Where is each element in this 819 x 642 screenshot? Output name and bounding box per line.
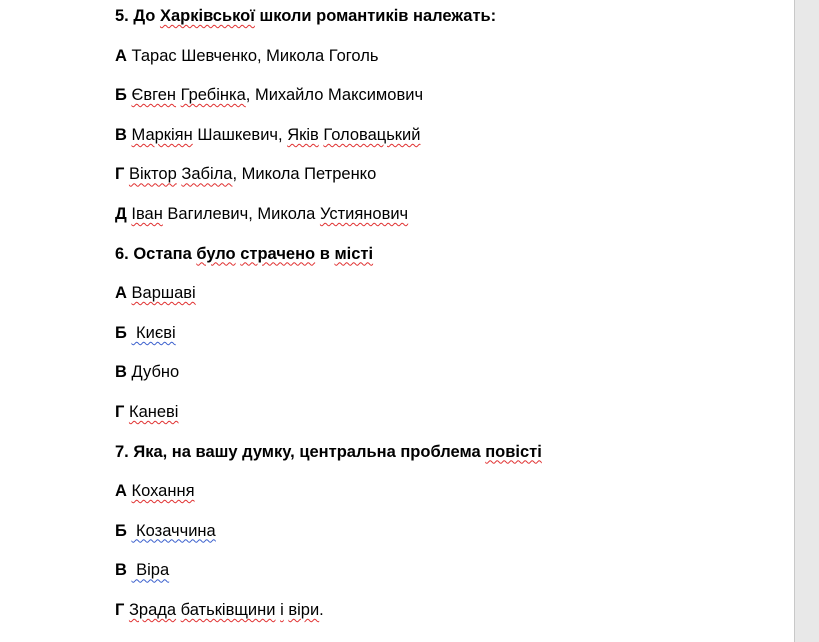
question-7-option-b bbox=[115, 519, 785, 559]
question-6-option-a bbox=[115, 281, 785, 321]
option-letter: Д bbox=[115, 204, 127, 223]
option-text: Дубно bbox=[126, 363, 180, 382]
option-letter: Г bbox=[115, 402, 125, 421]
option-text: Тарас Шевченко, Микола Гоголь bbox=[126, 46, 379, 65]
option-letter: В bbox=[115, 561, 127, 580]
question-6-heading bbox=[115, 242, 785, 282]
spelling-error-word[interactable]: Кохання bbox=[131, 482, 195, 501]
option-letter: Б bbox=[115, 521, 127, 540]
text-run: Вагилевич, Микола bbox=[162, 204, 320, 223]
text-run: Шашкевич, bbox=[192, 125, 288, 144]
question-6-option-h bbox=[115, 400, 785, 440]
spelling-error-word[interactable]: місті bbox=[334, 244, 374, 263]
spelling-error-word[interactable]: Гребінка bbox=[180, 86, 246, 105]
text-run: . bbox=[319, 600, 324, 619]
spelling-error-word[interactable]: батьківщини bbox=[180, 600, 276, 619]
question-7-option-a bbox=[115, 479, 785, 519]
question-5-option-d bbox=[115, 202, 785, 242]
text-run: , Михайло Максимович bbox=[245, 86, 424, 105]
spelling-error-word[interactable]: Головацький bbox=[323, 125, 421, 144]
spelling-error-word[interactable]: страчено bbox=[240, 244, 316, 263]
text-run: , Микола Петренко bbox=[232, 165, 377, 184]
option-letter: В bbox=[115, 363, 127, 382]
spelling-error-word[interactable]: було bbox=[196, 244, 236, 263]
spelling-error-word[interactable]: Віктор bbox=[128, 165, 177, 184]
text-run: в bbox=[315, 244, 335, 263]
option-letter: А bbox=[115, 284, 127, 303]
option-letter: Б bbox=[115, 323, 127, 342]
question-7-option-v bbox=[115, 558, 785, 598]
spelling-error-word[interactable]: Євген bbox=[131, 86, 177, 105]
spelling-error-word[interactable]: повісті bbox=[485, 442, 542, 461]
spelling-error-word[interactable]: Зрада bbox=[128, 600, 177, 619]
question-5-option-b bbox=[115, 83, 785, 123]
text-run: 6. Остапа bbox=[115, 244, 197, 263]
spelling-error-word[interactable]: і bbox=[280, 600, 284, 619]
question-5-heading bbox=[115, 4, 785, 44]
question-7-option-h bbox=[115, 598, 785, 638]
spelling-error-word[interactable]: Каневі bbox=[128, 402, 179, 421]
spelling-error-word[interactable]: Іван bbox=[131, 204, 163, 223]
question-6-option-v bbox=[115, 360, 785, 400]
grammar-flag-text[interactable]: Віра bbox=[131, 561, 170, 580]
spelling-error-word[interactable]: віри bbox=[288, 600, 320, 619]
spelling-error-word[interactable]: Забіла bbox=[181, 165, 233, 184]
question-5-option-v bbox=[115, 123, 785, 163]
text-run: 7. Яка, на вашу думку, центральна проблема bbox=[115, 442, 486, 461]
question-5-option-h bbox=[115, 162, 785, 202]
grammar-flag-text[interactable]: Києві bbox=[131, 323, 176, 342]
option-letter: Г bbox=[115, 165, 125, 184]
spelling-error-word[interactable]: Устиянович bbox=[319, 204, 409, 223]
question-5-option-a bbox=[115, 44, 785, 84]
spelling-error-word[interactable]: Харківської bbox=[159, 7, 255, 25]
text-run: 5. До bbox=[115, 7, 160, 25]
option-letter: Г bbox=[115, 600, 125, 619]
document-body[interactable] bbox=[115, 4, 785, 638]
option-letter: А bbox=[115, 482, 127, 501]
question-6-option-b bbox=[115, 321, 785, 361]
grammar-flag-text[interactable]: Козаччина bbox=[131, 521, 216, 540]
option-letter: Б bbox=[115, 86, 127, 105]
question-7-heading bbox=[115, 440, 785, 480]
option-letter: В bbox=[115, 125, 127, 144]
spelling-error-word[interactable]: Варшаві bbox=[131, 284, 196, 303]
option-letter: А bbox=[115, 46, 127, 65]
text-run: школи романтиків належать: bbox=[254, 7, 497, 25]
spelling-error-word[interactable]: Маркіян bbox=[131, 125, 193, 144]
spelling-error-word[interactable]: Яків bbox=[287, 125, 319, 144]
